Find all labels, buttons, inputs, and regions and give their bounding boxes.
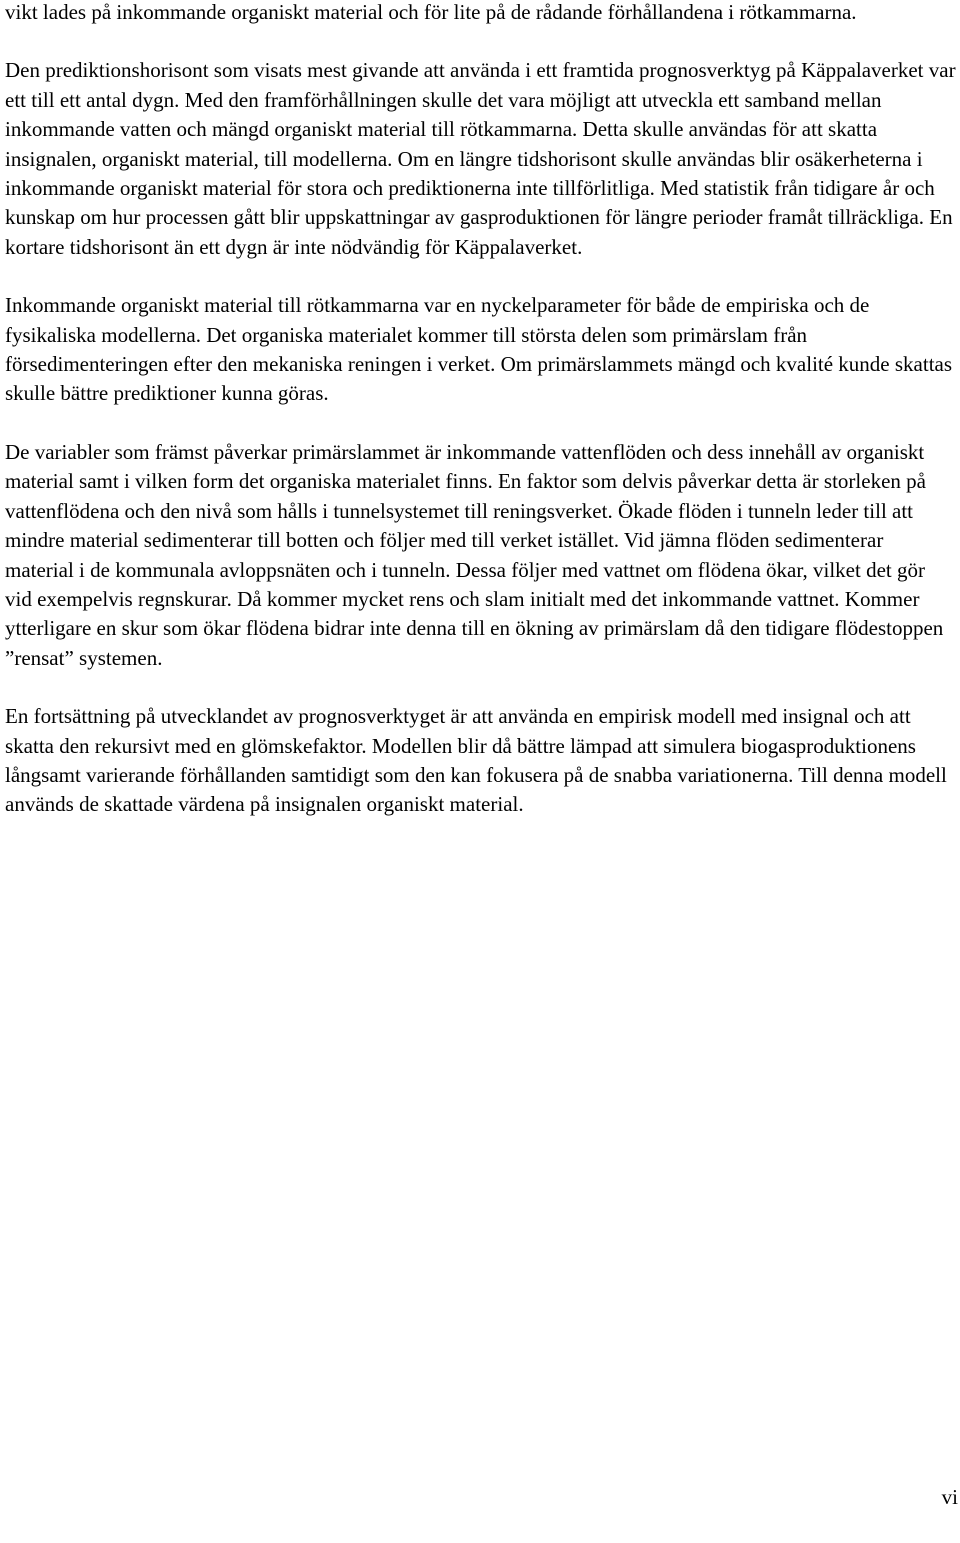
document-page [5, 0, 957, 849]
paragraph-incoming-organic-material: Inkommande organiskt material till rötkammarna var en nyckelparameter för både de empiriska och de fysikaliska modellerna. Det organiska materialet kommer till största delen som primärslam från försedimenteringen efter den mekaniska reningen i verket. Om primärslammets mängd och kvalité kunde skattas skulle bättre prediktioner kunna göras. [5, 293, 953, 406]
paragraph-continuation: vikt lades på inkommande organiskt material och för lite på de rådande förhållandena i rötkammarna. [5, 0, 857, 24]
paragraph-primary-sludge-variables: De variabler som främst påverkar primärslammet är inkommande vattenflöden och dess innehåll av organiskt material samt i vilken form det organiska materialet finns. En faktor som delvis påverkar detta är storleken på vattenflödena och den nivå som hålls i tunnelsystemet till reningsverket. Ökade flöden i tunneln leder till att mindre material sedimenterar till botten och följer med till verket istället. Vid jämna flöden sedimenterar material i de kommunala avloppsnäten och i tunneln. Dessa följer med vattnet om flödena ökar, vilket det gör vid exempelvis regnskurar. Då kommer mycket rens och slam initialt med det inkommande vattnet. Kommer ytterligare en skur som ökar flödena bidrar inte denna till en ökning av primärslam då den tidigare flödestoppen ”rensat” systemen. [5, 439, 944, 670]
paragraph-future-work: En fortsättning på utvecklandet av prognosverktyget är att använda en empirisk modell med insignal och att skatta den rekursivt med en glömskefaktor. Modellen blir då bättre lämpad att simulera biogasproduktionens långsamt varierande förhållanden samtidigt som den kan fokusera på de snabba variationerna. Till denna modell används de skattade värdena på insignalen organiskt material. [5, 704, 947, 817]
page-number: vi [941, 1485, 958, 1509]
paragraph-prediction-horizon: Den prediktionshorisont som visats mest givande att använda i ett framtida prognosverktyg på Käppalaverket var ett till ett antal dygn. Med den framförhållningen skulle det vara möjligt att utveckla ett samband mellan inkommande vatten och mängd organiskt material till rötkammarna. Detta skulle användas för att skatta insignalen, organiskt material, till modellerna. Om en längre tidshorisont skulle användas blir osäkerheterna i inkommande organiskt material för stora och prediktionerna inte tillförlitliga. Med statistik från tidigare år och kunskap om hur processen gått blir uppskattningar av gasproduktionen för längre perioder framåt tillräckliga. En kortare tidshorisont än ett dygn är inte nödvändig för Käppalaverket. [5, 58, 956, 259]
